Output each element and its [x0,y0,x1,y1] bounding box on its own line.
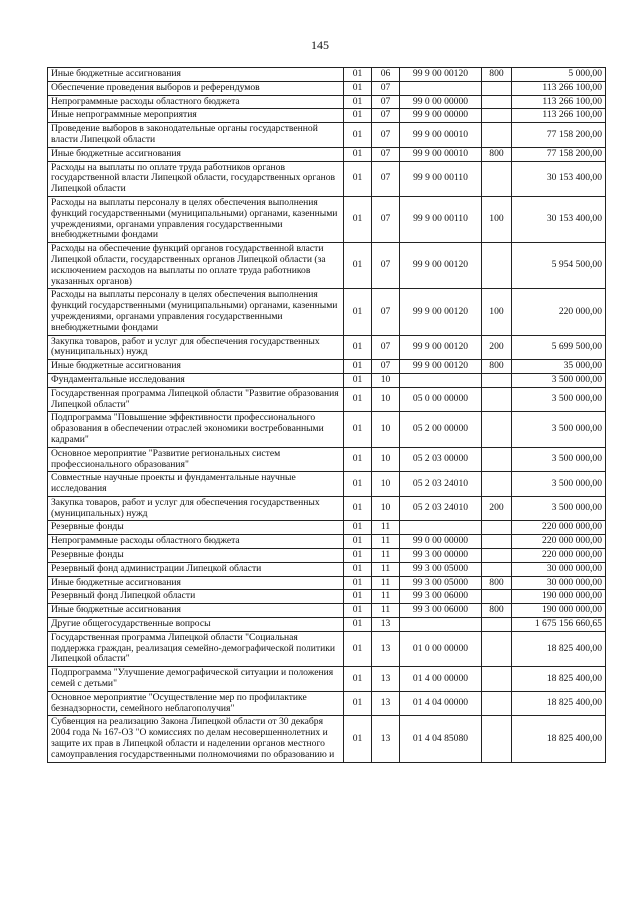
subsection-code-cell: 07 [372,109,400,123]
amount-cell: 1 675 156 660,65 [512,618,606,632]
expense-name-cell: Проведение выборов в законодательные органы государственной власти Липецкой области [48,123,344,148]
expense-type-code-cell: 800 [482,68,512,82]
amount-cell: 3 500 000,00 [512,373,606,387]
subsection-code-cell: 07 [372,360,400,374]
subsection-code-cell: 07 [372,147,400,161]
expense-name-cell: Подпрограмма "Улучшение демографической ситуации и положения семей с детьми" [48,667,344,692]
subsection-code-cell: 10 [372,387,400,412]
expense-type-code-cell [482,472,512,497]
expense-type-code-cell [482,549,512,563]
expense-type-code-cell [482,161,512,196]
table-row [48,604,606,618]
section-code-cell: 01 [344,604,372,618]
subsection-code-cell: 13 [372,716,400,762]
amount-cell: 3 500 000,00 [512,496,606,521]
target-item-code-cell: 99 9 00 00000 [400,109,482,123]
table-row [48,562,606,576]
amount-cell: 5 699 500,00 [512,335,606,360]
amount-cell: 30 153 400,00 [512,161,606,196]
target-item-code-cell: 05 0 00 00000 [400,387,482,412]
expense-name-cell: Другие общегосударственные вопросы [48,618,344,632]
target-item-code-cell: 99 3 00 05000 [400,576,482,590]
section-code-cell: 01 [344,447,372,472]
amount-cell: 18 825 400,00 [512,667,606,692]
amount-cell: 113 266 100,00 [512,81,606,95]
section-code-cell: 01 [344,68,372,82]
target-item-code-cell: 99 0 00 00000 [400,535,482,549]
section-code-cell: 01 [344,590,372,604]
expense-name-cell: Непрограммные расходы областного бюджета [48,535,344,549]
expense-name-cell: Расходы на обеспечение функций органов государственной власти Липецкой области, государственных органов Липецкой области (за исключением расходов на выплаты по оплате труда работников указанных органов) [48,243,344,289]
subsection-code-cell: 11 [372,521,400,535]
amount-cell: 3 500 000,00 [512,472,606,497]
expense-type-code-cell: 100 [482,289,512,335]
expense-type-code-cell [482,667,512,692]
budget-expenditure-table [47,67,606,763]
table-row [48,618,606,632]
table-row [48,161,606,196]
expense-name-cell: Совместные научные проекты и фундаментальные научные исследования [48,472,344,497]
amount-cell: 30 153 400,00 [512,196,606,242]
table-row [48,521,606,535]
section-code-cell: 01 [344,631,372,666]
subsection-code-cell: 07 [372,289,400,335]
table-row [48,691,606,716]
expense-name-cell: Расходы на выплаты по оплате труда работников органов государственной власти Липецкой области, государственных органов Липецкой области [48,161,344,196]
expense-type-code-cell [482,618,512,632]
amount-cell: 30 000 000,00 [512,562,606,576]
subsection-code-cell: 07 [372,243,400,289]
amount-cell: 220 000 000,00 [512,549,606,563]
table-row [48,95,606,109]
subsection-code-cell: 07 [372,95,400,109]
table-row [48,447,606,472]
table-row [48,412,606,447]
amount-cell: 18 825 400,00 [512,716,606,762]
target-item-code-cell: 05 2 03 00000 [400,447,482,472]
target-item-code-cell: 99 9 00 00010 [400,123,482,148]
table-row [48,576,606,590]
expense-type-code-cell: 200 [482,496,512,521]
expense-type-code-cell: 800 [482,147,512,161]
expense-type-code-cell [482,691,512,716]
expense-type-code-cell [482,412,512,447]
expense-type-code-cell [482,631,512,666]
table-row [48,123,606,148]
amount-cell: 220 000 000,00 [512,535,606,549]
table-row [48,667,606,692]
section-code-cell: 01 [344,196,372,242]
target-item-code-cell: 05 2 00 00000 [400,412,482,447]
target-item-code-cell: 99 9 00 00120 [400,243,482,289]
section-code-cell: 01 [344,496,372,521]
expense-name-cell: Резервные фонды [48,521,344,535]
expense-name-cell: Расходы на выплаты персоналу в целях обеспечения выполнения функций государственными (муниципальными) органами, казенными учреждениями, органами управления государственными внебюджетными фондами [48,289,344,335]
amount-cell: 3 500 000,00 [512,447,606,472]
expense-name-cell: Основное мероприятие "Осуществление мер по профилактике безнадзорности, семейного неблагополучия" [48,691,344,716]
amount-cell: 113 266 100,00 [512,109,606,123]
table-row [48,109,606,123]
expense-type-code-cell [482,109,512,123]
expense-type-code-cell [482,123,512,148]
amount-cell: 5 954 500,00 [512,243,606,289]
table-row [48,496,606,521]
target-item-code-cell: 99 9 00 00010 [400,147,482,161]
expense-name-cell: Подпрограмма "Повышение эффективности профессионального образования в обеспечении отраслей экономики востребованными кадрами" [48,412,344,447]
section-code-cell: 01 [344,549,372,563]
expense-type-code-cell [482,447,512,472]
table-row [48,335,606,360]
target-item-code-cell: 99 9 00 00120 [400,68,482,82]
target-item-code-cell: 05 2 03 24010 [400,472,482,497]
target-item-code-cell: 99 9 00 00120 [400,289,482,335]
expense-type-code-cell [482,373,512,387]
table-row [48,81,606,95]
amount-cell: 77 158 200,00 [512,123,606,148]
subsection-code-cell: 07 [372,335,400,360]
subsection-code-cell: 07 [372,123,400,148]
section-code-cell: 01 [344,147,372,161]
table-row [48,68,606,82]
subsection-code-cell: 13 [372,631,400,666]
subsection-code-cell: 11 [372,549,400,563]
target-item-code-cell: 01 4 00 00000 [400,667,482,692]
section-code-cell: 01 [344,562,372,576]
expense-name-cell: Фундаментальные исследования [48,373,344,387]
expense-type-code-cell [482,521,512,535]
expense-type-code-cell [482,81,512,95]
table-row [48,289,606,335]
section-code-cell: 01 [344,576,372,590]
section-code-cell: 01 [344,667,372,692]
expense-name-cell: Закупка товаров, работ и услуг для обеспечения государственных (муниципальных) нужд [48,335,344,360]
expense-type-code-cell [482,562,512,576]
expense-type-code-cell: 800 [482,604,512,618]
expense-type-code-cell: 100 [482,196,512,242]
table-row [48,243,606,289]
target-item-code-cell: 99 9 00 00120 [400,335,482,360]
section-code-cell: 01 [344,373,372,387]
table-row [48,387,606,412]
expense-name-cell: Резервный фонд Липецкой области [48,590,344,604]
amount-cell: 77 158 200,00 [512,147,606,161]
table-row [48,535,606,549]
expense-name-cell: Иные бюджетные ассигнования [48,360,344,374]
expense-name-cell: Обеспечение проведения выборов и референдумов [48,81,344,95]
expense-type-code-cell [482,590,512,604]
expense-name-cell: Государственная программа Липецкой области "Развитие образования Липецкой области" [48,387,344,412]
target-item-code-cell: 99 9 00 00120 [400,360,482,374]
expense-name-cell: Резервные фонды [48,549,344,563]
table-row [48,196,606,242]
expense-type-code-cell [482,95,512,109]
amount-cell: 30 000 000,00 [512,576,606,590]
table-row [48,373,606,387]
expense-name-cell: Иные непрограммные мероприятия [48,109,344,123]
table-row [48,716,606,762]
section-code-cell: 01 [344,535,372,549]
section-code-cell: 01 [344,472,372,497]
expense-name-cell: Иные бюджетные ассигнования [48,604,344,618]
expense-type-code-cell [482,243,512,289]
budget-table-body [48,68,606,763]
amount-cell: 190 000 000,00 [512,590,606,604]
target-item-code-cell: 99 3 00 06000 [400,590,482,604]
section-code-cell: 01 [344,95,372,109]
subsection-code-cell: 07 [372,81,400,95]
target-item-code-cell: 99 0 00 00000 [400,95,482,109]
table-row [48,549,606,563]
subsection-code-cell: 11 [372,590,400,604]
table-row [48,472,606,497]
target-item-code-cell: 99 3 00 00000 [400,549,482,563]
expense-name-cell: Основное мероприятие "Развитие региональных систем профессионального образования" [48,447,344,472]
subsection-code-cell: 10 [372,496,400,521]
subsection-code-cell: 10 [372,373,400,387]
amount-cell: 5 000,00 [512,68,606,82]
subsection-code-cell: 13 [372,667,400,692]
target-item-code-cell [400,618,482,632]
amount-cell: 18 825 400,00 [512,691,606,716]
amount-cell: 220 000 000,00 [512,521,606,535]
table-row [48,631,606,666]
subsection-code-cell: 13 [372,618,400,632]
expense-name-cell: Иные бюджетные ассигнования [48,147,344,161]
subsection-code-cell: 13 [372,691,400,716]
amount-cell: 190 000 000,00 [512,604,606,618]
subsection-code-cell: 07 [372,161,400,196]
expense-type-code-cell [482,716,512,762]
target-item-code-cell: 05 2 03 24010 [400,496,482,521]
page-number: 145 [311,38,329,52]
section-code-cell: 01 [344,289,372,335]
subsection-code-cell: 10 [372,447,400,472]
section-code-cell: 01 [344,360,372,374]
target-item-code-cell: 99 3 00 05000 [400,562,482,576]
target-item-code-cell: 99 9 00 00110 [400,196,482,242]
section-code-cell: 01 [344,412,372,447]
expense-name-cell: Резервный фонд администрации Липецкой области [48,562,344,576]
expense-name-cell: Непрограммные расходы областного бюджета [48,95,344,109]
subsection-code-cell: 11 [372,562,400,576]
expense-name-cell: Субвенция на реализацию Закона Липецкой области от 30 декабря 2004 года № 167-ОЗ "О комиссиях по делам несовершеннолетних и защите их прав в Липецкой области и наделении органов местного самоуправления государственными полномочиями по образованию и [48,716,344,762]
subsection-code-cell: 11 [372,576,400,590]
expense-type-code-cell: 800 [482,576,512,590]
section-code-cell: 01 [344,691,372,716]
target-item-code-cell [400,373,482,387]
target-item-code-cell [400,81,482,95]
amount-cell: 113 266 100,00 [512,95,606,109]
expense-type-code-cell: 200 [482,335,512,360]
amount-cell: 3 500 000,00 [512,387,606,412]
section-code-cell: 01 [344,387,372,412]
section-code-cell: 01 [344,618,372,632]
table-row [48,590,606,604]
target-item-code-cell: 01 4 04 85080 [400,716,482,762]
amount-cell: 18 825 400,00 [512,631,606,666]
amount-cell: 35 000,00 [512,360,606,374]
subsection-code-cell: 10 [372,412,400,447]
subsection-code-cell: 07 [372,196,400,242]
target-item-code-cell: 99 9 00 00110 [400,161,482,196]
section-code-cell: 01 [344,123,372,148]
expense-name-cell: Иные бюджетные ассигнования [48,576,344,590]
subsection-code-cell: 11 [372,535,400,549]
amount-cell: 3 500 000,00 [512,412,606,447]
expense-type-code-cell [482,387,512,412]
target-item-code-cell: 99 3 00 06000 [400,604,482,618]
target-item-code-cell: 01 4 04 00000 [400,691,482,716]
expense-name-cell: Иные бюджетные ассигнования [48,68,344,82]
expense-name-cell: Расходы на выплаты персоналу в целях обеспечения выполнения функций государственными (муниципальными) органами, казенными учреждениями, органами управления государственными внебюджетными фондами [48,196,344,242]
expense-type-code-cell: 800 [482,360,512,374]
section-code-cell: 01 [344,521,372,535]
subsection-code-cell: 11 [372,604,400,618]
section-code-cell: 01 [344,243,372,289]
target-item-code-cell: 01 0 00 00000 [400,631,482,666]
section-code-cell: 01 [344,161,372,196]
amount-cell: 220 000,00 [512,289,606,335]
expense-name-cell: Закупка товаров, работ и услуг для обеспечения государственных (муниципальных) нужд [48,496,344,521]
expense-name-cell: Государственная программа Липецкой области "Социальная поддержка граждан, реализация семейно-демографической политики Липецкой области" [48,631,344,666]
section-code-cell: 01 [344,716,372,762]
section-code-cell: 01 [344,81,372,95]
table-row [48,147,606,161]
expense-type-code-cell [482,535,512,549]
subsection-code-cell: 06 [372,68,400,82]
section-code-cell: 01 [344,335,372,360]
subsection-code-cell: 10 [372,472,400,497]
section-code-cell: 01 [344,109,372,123]
table-row [48,360,606,374]
target-item-code-cell [400,521,482,535]
